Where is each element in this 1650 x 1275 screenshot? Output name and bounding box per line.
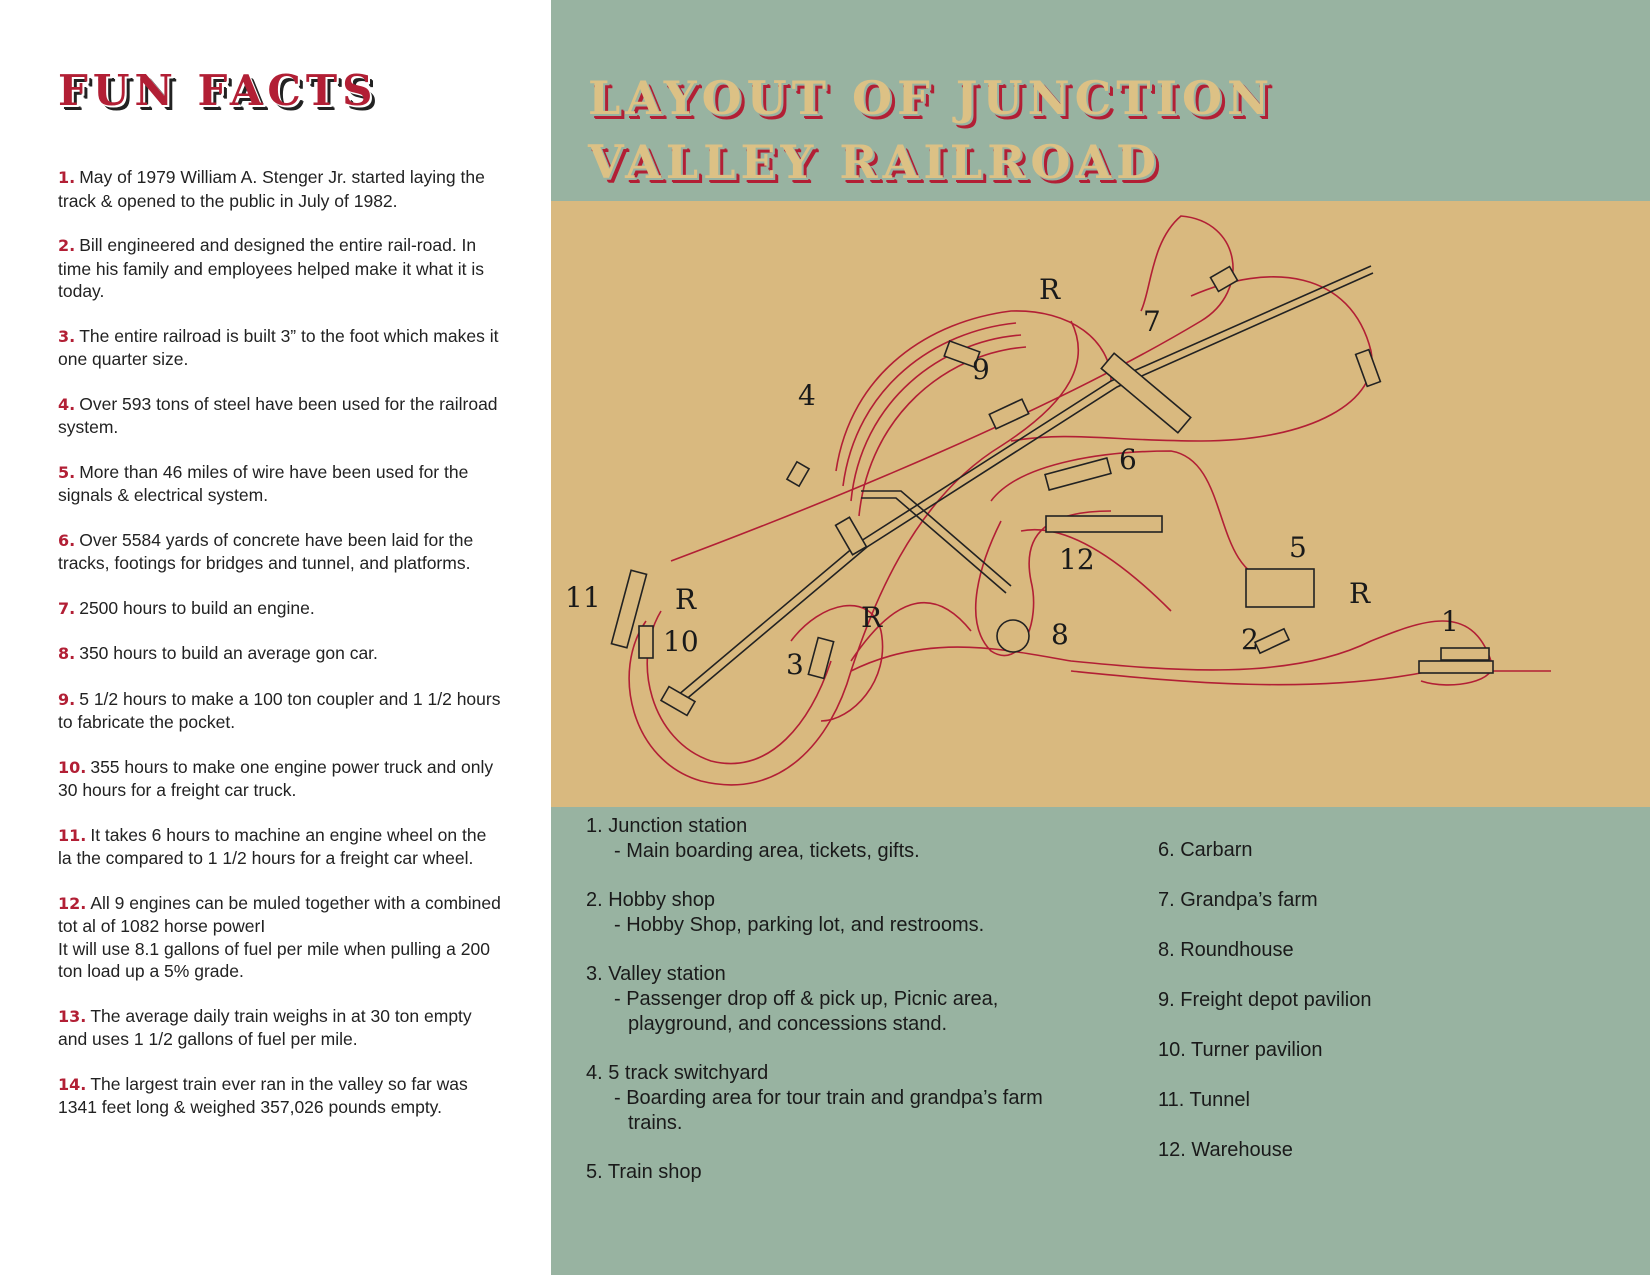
fun-fact-text: Bill engineered and designed the entire rail-road. In time his family and employees helped make it what it is today. (58, 235, 485, 301)
railroad-map (551, 201, 1650, 807)
fun-fact-item (58, 756, 503, 802)
junction-station-building (1441, 648, 1489, 660)
warehouse (1046, 516, 1162, 532)
map-label-5: 5 (1289, 531, 1307, 564)
fun-fact-item (58, 1005, 503, 1051)
legend-item-description: - Boarding area for tour train and grandpa’s farm trains. (614, 1087, 1043, 1134)
map-label-4: 4 (798, 379, 816, 412)
track-yard-2 (843, 323, 1016, 486)
fun-fact-text: Over 593 tons of steel have been used for the railroad system. (58, 393, 498, 437)
legend-item-name: 8. Roundhouse (1158, 939, 1294, 961)
fun-fact-item (58, 393, 503, 439)
fun-fact-number: 1. (58, 168, 76, 187)
legend-right-column (1158, 838, 1608, 1188)
fun-fact-number: 5. (58, 462, 76, 482)
fun-fact-number: 14. (58, 1074, 87, 1094)
map-label-6: 6 (1119, 443, 1137, 476)
train-shop (1246, 569, 1314, 607)
spur-rail-a (861, 491, 1011, 586)
fun-fact-text: More than 46 miles of wire have been used for the signals & electrical system. (58, 461, 469, 505)
railroad-map-drawing (551, 201, 1650, 807)
track-lines (629, 216, 1551, 785)
fun-fact-item (58, 892, 503, 983)
fun-fact-text: Over 5584 yards of concrete have been laid for the tracks, footings for bridges and tunnel, and platforms. (58, 529, 474, 573)
legend-item-name: 6. Carbarn (1158, 839, 1253, 861)
map-label-9: 9 (972, 353, 990, 386)
fun-fact-number: 4. (58, 394, 76, 414)
legend-item-name: 9. Freight depot pavilion (1158, 989, 1372, 1011)
spur-rail-b (861, 498, 1006, 593)
map-label-1: 1 (1441, 605, 1459, 638)
legend-item (586, 1160, 1056, 1185)
legend-item-description: - Passenger drop off & pick up, Picnic area, playground, and concessions stand. (614, 988, 999, 1035)
fun-fact-text: 355 hours to make one engine power truck and only 30 hours for a freight car truck. (58, 756, 494, 800)
track-farm-loop (1011, 277, 1372, 441)
fun-fact-number: 10. (58, 757, 87, 777)
fun-fact-number: 12. (58, 893, 87, 913)
fun-fact-text: The largest train ever ran in the valley so far was 1341 feet long & weighed 357,026 pounds empty. (58, 1073, 468, 1117)
fun-fact-text: 5 1/2 hours to make a 100 ton coupler and 1 1/2 hours to fabricate the pocket. (58, 688, 501, 732)
map-label-7: 7 (1143, 305, 1161, 338)
legend-item-name: 3. Valley station (586, 963, 726, 985)
fun-fact-text: The average daily train weighs in at 30 ton empty and uses 1 1/2 gallons of fuel per mile. (58, 1005, 472, 1049)
map-label-r-north: R (1039, 273, 1061, 306)
left-panel (0, 0, 551, 1275)
fun-fact-item (58, 461, 503, 507)
fun-fact-text: All 9 engines can be muled together with a combined tot al of 1082 horse powerI It will use 8.1 gallons of fuel per mile when pulling a 200 ton load up a 5% grade. (58, 892, 501, 981)
legend-left-column (586, 814, 1056, 1209)
fun-fact-item (58, 597, 503, 621)
track-south (851, 621, 1492, 685)
legend-item-name: 2. Hobby shop (586, 889, 715, 911)
fun-fact-item (58, 325, 503, 371)
map-label-8: 8 (1051, 618, 1069, 651)
fun-fact-item (58, 529, 503, 575)
legend-item-name: 1. Junction station (586, 815, 748, 837)
legend-item-name: 5. Train shop (586, 1161, 702, 1183)
legend-item-description: - Main boarding area, tickets, gifts. (614, 840, 920, 862)
fun-fact-number: 11. (58, 825, 87, 845)
farm-barn (1356, 350, 1381, 387)
fun-facts-list (58, 166, 503, 1141)
fun-fact-number: 9. (58, 689, 76, 709)
map-label-12: 12 (1059, 543, 1095, 576)
valley-platform (836, 517, 867, 554)
fun-fact-item (58, 688, 503, 734)
fun-fact-number: 2. (58, 236, 76, 255)
track-spur-warehouse (1021, 530, 1171, 611)
legend-item (586, 814, 1056, 864)
map-label-r-east: R (1349, 577, 1371, 610)
map-label-3: 3 (786, 648, 804, 681)
map-title-line2: VALLEY RAILROAD (588, 135, 1162, 189)
map-label-r-west: R (675, 583, 697, 616)
fun-fact-text: May of 1979 William A. Stenger Jr. started laying the track & opened to the public in July of 1982. (58, 167, 485, 211)
fun-fact-number: 6. (58, 530, 76, 550)
map-label-10: 10 (663, 625, 699, 658)
fun-fact-number: 8. (58, 644, 76, 663)
fun-fact-text: The entire railroad is built 3” to the foot which makes it one quarter size. (58, 325, 499, 369)
legend-item-name: 7. Grandpa’s farm (1158, 889, 1318, 911)
fun-fact-text: It takes 6 hours to machine an engine wheel on the la the compared to 1 1/2 hours for a freight car wheel. (58, 824, 487, 868)
hobby-shop (1255, 629, 1289, 653)
south-bridge (661, 687, 695, 716)
carbarn (1045, 458, 1111, 490)
legend-item-name: 10. Turner pavilion (1158, 1039, 1323, 1061)
legend-item-name: 12. Warehouse (1158, 1139, 1293, 1161)
valley-station (808, 638, 833, 679)
fun-fact-item (58, 824, 503, 870)
yard-building (787, 462, 809, 486)
legend-item-name: 11. Tunnel (1158, 1089, 1250, 1111)
fun-fact-text: 350 hours to build an average gon car. (79, 643, 378, 663)
fun-fact-item (58, 1073, 503, 1119)
legend-item-name: 4. 5 track switchyard (586, 1062, 769, 1084)
fun-fact-text: 2500 hours to build an engine. (79, 597, 315, 618)
fun-fact-item (58, 642, 503, 666)
map-label-11: 11 (565, 581, 601, 614)
map-label-2: 2 (1241, 623, 1259, 656)
map-title (588, 66, 1274, 194)
fun-fact-item (58, 234, 503, 303)
junction-station-platform (1419, 661, 1493, 673)
turner-pavilion (639, 626, 653, 658)
legend-item-description: - Hobby Shop, parking lot, and restrooms. (614, 914, 985, 936)
fun-fact-item (58, 166, 503, 212)
freight-depot (989, 399, 1028, 429)
roundhouse-turntable (997, 620, 1029, 652)
fun-fact-number: 7. (58, 598, 76, 618)
fun-fact-number: 3. (58, 326, 76, 346)
fun-facts-title: FUN FACTS (58, 66, 378, 115)
map-label-r-valley: R (861, 601, 883, 634)
legend-item (586, 1061, 1056, 1136)
map-title-line1: LAYOUT OF JUNCTION (588, 71, 1275, 125)
legend-item (586, 962, 1056, 1037)
fun-fact-number: 13. (58, 1006, 87, 1026)
legend-item (586, 888, 1056, 938)
